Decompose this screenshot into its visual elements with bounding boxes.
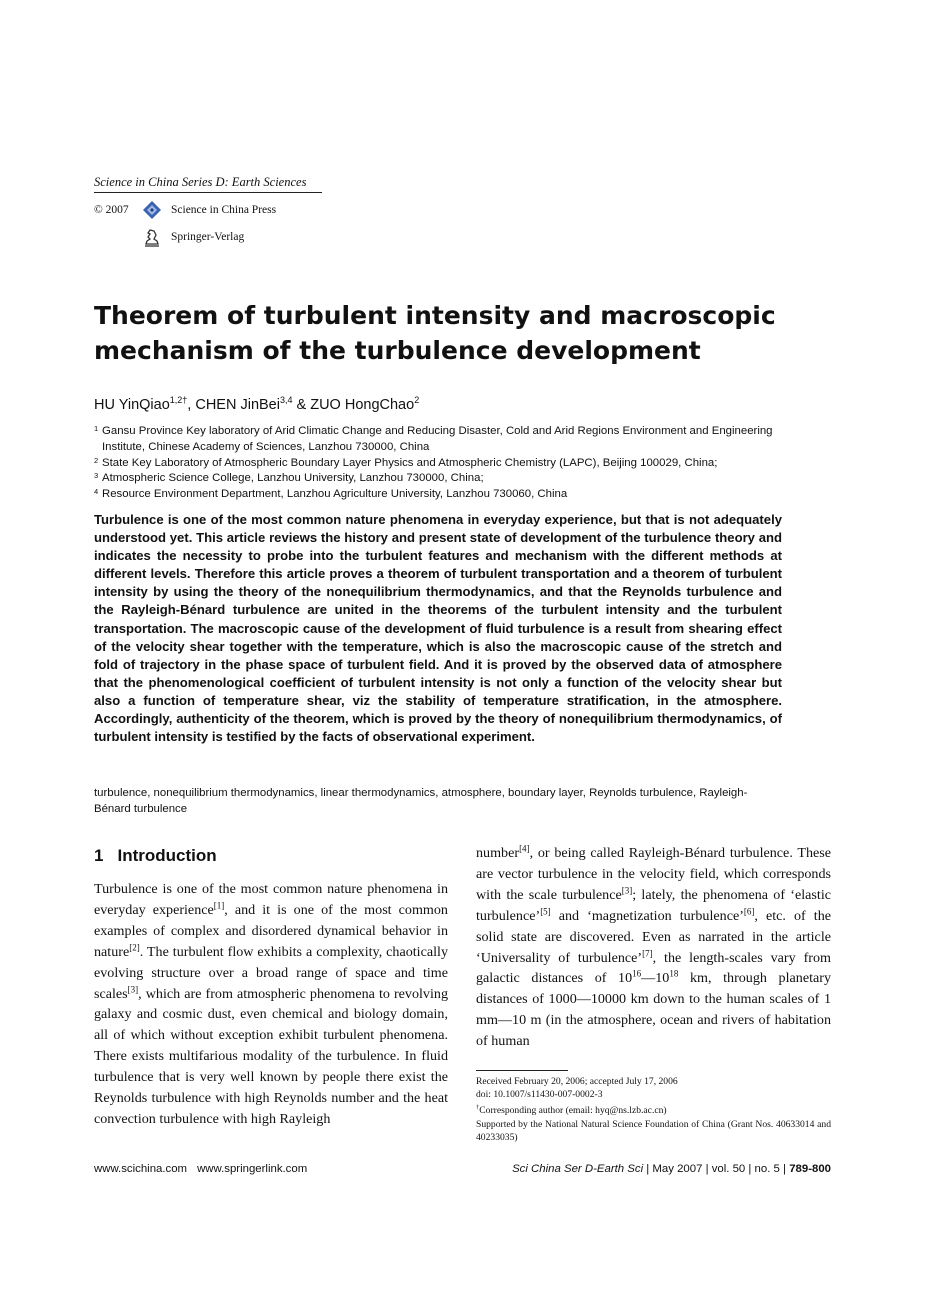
page-range: 789-800 <box>789 1163 831 1175</box>
exponent: 16 <box>632 968 642 979</box>
publisher-row-1 <box>94 200 276 220</box>
paper-title: Theorem of turbulent intensity and macroscopic mechanism of the turbulence development <box>94 301 776 365</box>
received-date: Received February 20, 2006; accepted July 17, 2006 <box>476 1076 678 1087</box>
footer-url-springerlink[interactable]: www.springerlink.com <box>197 1163 308 1175</box>
abstract: Turbulence is one of the most common nature phenomena in everyday experience, but that is not adequately understood yet. This article reviews the history and present state of development of the turbulence theory and indicates the necessity to probe into the turbulent features and mechanism with the different methods at different levels. Therefore this article proves a theorem of turbulent transportation and a theorem of turbulent intensity by using the theory of the nonequilibrium thermodynamics, and that the Reynolds turbulence and the Rayleigh-Bénard turbulence are united in the theorems of the turbulent intensity and the turbulent transportation. The macroscopic cause of the development of fluid turbulence is a result from shearing effect of the velocity shear together with the temperature, which is also the macroscopic cause of the stretch and fold of trajectory in the phase space of turbulent field. And it is proved by the observed data of atmosphere that the phenomenological coefficient of turbulent intensity is not only a function of the velocity shear but also a function of temperature shear, viz the stability of temperature stratification, in the atmosphere. Accordingly, authenticity of the theorem, which is proved by the theory of nonequilibrium thermodynamics, of turbulent intensity is testified by the facts of observational experiment. <box>94 512 782 745</box>
journal-name: Science in China Series D: Earth Sciences <box>94 175 307 189</box>
citation: [3] <box>127 983 139 994</box>
publisher-science-in-china: Science in China Press <box>171 204 277 216</box>
doi: doi: 10.1007/s11430-007-0002-3 <box>476 1089 603 1101</box>
author-name: , CHEN JinBei <box>187 396 280 413</box>
author-name: HU YinQiao <box>94 396 170 413</box>
citation: [4] <box>519 843 530 854</box>
author-affiliation-mark: 2 <box>414 395 420 405</box>
citation: [7] <box>642 947 653 958</box>
footnote-rule <box>476 1070 568 1071</box>
footer-citation <box>512 1163 831 1175</box>
author-affiliation-mark: 3,4 <box>279 395 293 405</box>
section-heading <box>94 846 217 866</box>
footer-url-scichina[interactable]: www.scichina.com <box>94 1163 188 1175</box>
footnotes <box>476 1075 831 1144</box>
section-title: Introduction <box>117 846 217 865</box>
publisher-springer: Springer-Verlag <box>171 231 245 243</box>
copyright: © 2007 <box>94 204 129 216</box>
author-affiliation-mark: 1,2† <box>169 395 188 405</box>
publisher-row-2 <box>142 227 244 247</box>
affiliation-item: 1 Gansu Province Key laboratory of Arid Climatic Change and Reducing Disaster, Cold and Arid Regions Environment and Engineering Institute, Chinese Academy of Sciences, Lanzhou 730000, China <box>94 424 773 453</box>
corresponding-author: †Corresponding author (email: hyq@ns.lzb.ac.cn) <box>476 1104 667 1117</box>
citation: [2] <box>129 942 140 953</box>
exponent: 18 <box>669 968 679 979</box>
affiliation-item: 2 State Key Laboratory of Atmospheric Boundary Layer Physics and Atmospheric Chemistry (LAPC), Beijing 100029, China; <box>94 455 718 469</box>
body-text-right-column: number[4], or being called Rayleigh-Bénard turbulence. These are vector turbulence in the velocity field, which corresponds with the scale turbulence[3]; lately, the phenomena of ‘elastic turbulence’[5] and ‘magnetization turbulence’[6], etc. of the solid state are discovered. Even as narrated in the article ‘Universality of turbulence’[7], the length-scales vary from galactic distances of $10^{16}—10^{18}$ km, through planetary distances of 1000—10000 km down to the human scales of 1 mm—10 m (in the atmosphere, ocean and rivers of habitation of human <box>476 843 831 1050</box>
affiliations <box>94 424 784 503</box>
science-press-logo-icon <box>142 200 162 220</box>
citation: [5] <box>540 906 551 917</box>
author-list <box>94 395 419 413</box>
affiliation-item: 3 Atmospheric Science College, Lanzhou University, Lanzhou 730000, China; <box>94 471 484 485</box>
issue-info: | May 2007 | vol. 50 | no. 5 | <box>643 1163 790 1175</box>
journal-rule <box>94 192 322 193</box>
funding-note: Supported by the National Natural Science Foundation of China (Grant Nos. 40633014 and 40233035) <box>476 1118 831 1143</box>
citation: [3] <box>621 885 633 896</box>
footer-links <box>94 1163 307 1175</box>
springer-knight-logo-icon <box>142 227 162 247</box>
keywords: turbulence, nonequilibrium thermodynamics, linear thermodynamics, atmosphere, boundary layer, Reynolds turbulence, Rayleigh-Bénard turbulence <box>94 787 748 815</box>
journal-abbreviation: Sci China Ser D-Earth Sci <box>512 1163 644 1175</box>
affiliation-item: 4 Resource Environment Department, Lanzhou Agriculture University, Lanzhou 730060, China <box>94 487 568 501</box>
citation: [1] <box>213 900 225 911</box>
author-name: & ZUO HongChao <box>292 396 415 413</box>
section-number: 1 <box>94 846 104 865</box>
citation: [6] <box>743 906 755 917</box>
body-text-left-column: Turbulence is one of the most common nature phenomena in everyday experience[1], and it is one of the most common examples of complex and disordered dynamical behavior in nature[2]. The turbulent flow exhibits a complexity, chaotically evolving structure over a broad range of space and time scales[3], which are from atmospheric phenomena to revolving galaxy and cosmic dust, even chemical and biology domain, all of which without exception exhibit turbulent phenomena. There exists multifarious modality of the turbulence. In fluid turbulence that is very well known by people there exist the Reynolds turbulence with high Reynolds number and the heat convection turbulence with high Rayleigh <box>94 881 448 1127</box>
